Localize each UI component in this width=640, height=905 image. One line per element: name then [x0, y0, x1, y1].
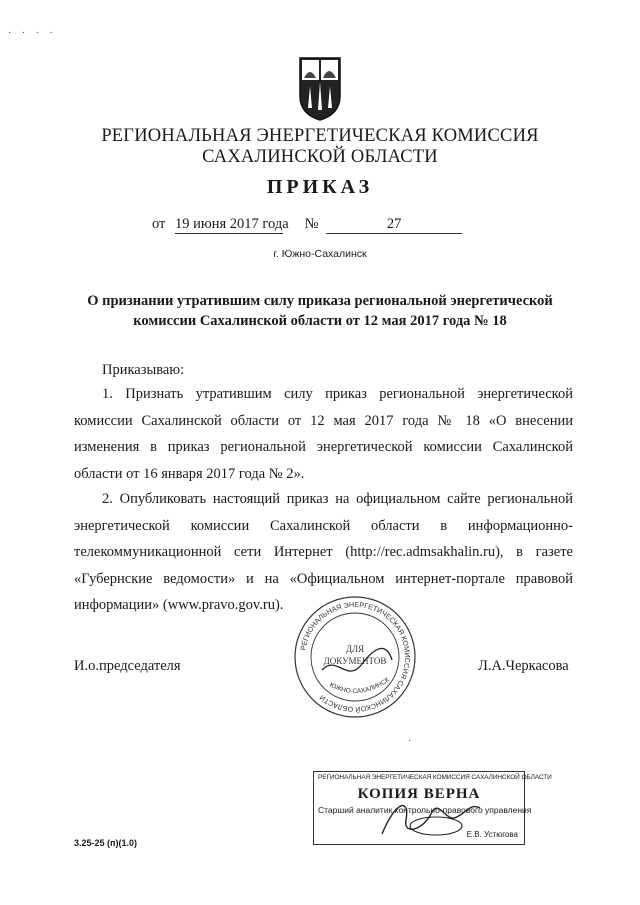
seal-ring-text: РЕГИОНАЛЬНАЯ ЭНЕРГЕТИЧЕСКАЯ КОМИССИЯ САХАЛИНСКОЙ ОБЛАСТИ [298, 599, 413, 715]
seal-bottom-text: ЮЖНО-САХАЛИНСК [328, 676, 391, 696]
city: г. Южно-Сахалинск [273, 248, 367, 260]
document-date: 19 июня 2017 года [175, 216, 289, 232]
date-from-label: от [152, 216, 166, 232]
signatory-name: Л.А.Черкасова [478, 658, 569, 674]
copy-certified-stamp [313, 771, 552, 845]
signatory-position: И.о.председателя [74, 658, 181, 674]
stamp-organization: РЕГИОНАЛЬНАЯ ЭНЕРГЕТИЧЕСКАЯ КОМИССИЯ САХАЛИНСКОЙ ОБЛАСТИ [318, 774, 552, 781]
seal-center-line2: ДОКУМЕНТОВ [323, 656, 387, 666]
organization-name-line1: РЕГИОНАЛЬНАЯ ЭНЕРГЕТИЧЕСКАЯ КОМИССИЯ [101, 126, 539, 146]
document-heading: О признании утратившим силу приказа региональной энергетической комиссии Сахалинской области от 12 мая 2017 года № 18 [87, 293, 553, 329]
scan-specks: · · · · [8, 28, 57, 39]
scan-mark: · [408, 736, 412, 747]
stamp-name: Е.В. Устюгова [466, 830, 518, 839]
order-word: Приказываю: [102, 362, 185, 378]
organization-name-line2: САХАЛИНСКОЙ ОБЛАСТИ [202, 147, 438, 167]
paragraph-2: 2. Опубликовать настоящий приказ на официальном сайте региональной энергетической комиссии Сахалинской области в информационно-телекоммуникационной сети Интернет (http://rec.admsakhalin.ru), в газете «Губернские ведомости» и на «Официальном интернет-портале правовой информации» (www.pravo.gov.ru). [74, 491, 573, 613]
stamp-position: Старший аналитик контрольно-правового управления [318, 805, 532, 815]
document-number: 27 [326, 216, 462, 234]
seal-center-line1: ДЛЯ [345, 644, 365, 654]
round-seal [292, 594, 418, 720]
form-code: 3.25-25 (п)(1.0) [74, 838, 137, 848]
number-label: № [304, 216, 319, 232]
coat-of-arms-icon [296, 56, 344, 122]
date-number-line [152, 216, 462, 234]
stamp-title: КОПИЯ ВЕРНА [357, 786, 481, 802]
handwritten-signature [376, 790, 486, 842]
paragraph-1: 1. Признать утратившим силу приказ региональной энергетической комиссии Сахалинской области от 12 мая 2017 года № 18 «О внесении изменения в приказ региональной энергетической комиссии Сахалинской области от 16 января 2017 года № 2». [74, 386, 573, 482]
document-type: ПРИКАЗ [266, 176, 374, 198]
